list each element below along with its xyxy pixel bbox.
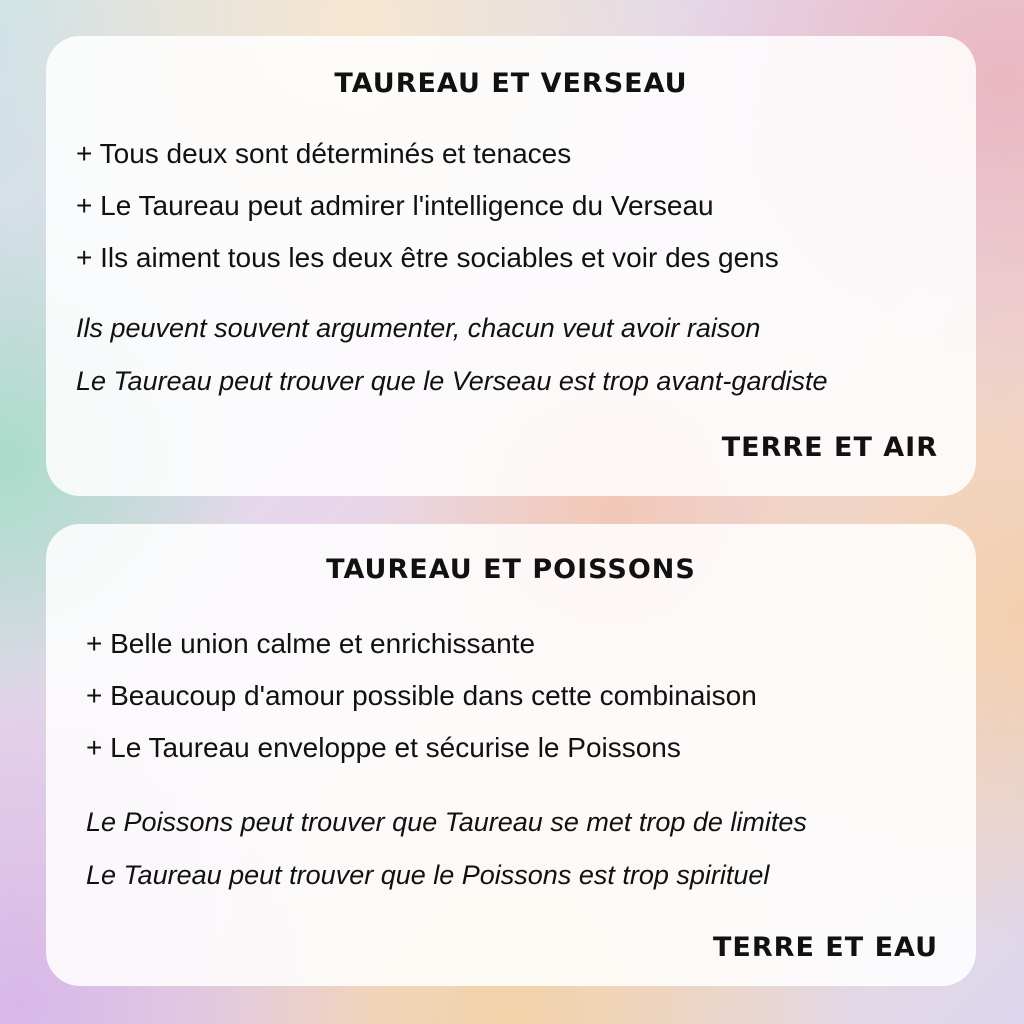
elements-label: TERRE ET AIR [721, 432, 938, 463]
positive-item: + Belle union calme et enrichissante [86, 628, 536, 659]
positives-list [86, 618, 757, 774]
positive-item: + Ils aiment tous les deux être sociables et voir des gens [76, 242, 779, 273]
positive-item: + Tous deux sont déterminés et tenaces [76, 138, 572, 169]
negative-item: Le Poissons peut trouver que Taureau se met trop de limites [86, 807, 807, 837]
negatives-list [86, 796, 807, 902]
negatives-list [76, 302, 827, 408]
positives-list [76, 128, 779, 284]
card-title: TAUREAU ET POISSONS [326, 554, 696, 585]
positive-item: + Le Taureau peut admirer l'intelligence du Verseau [76, 190, 714, 221]
negative-item: Ils peuvent souvent argumenter, chacun veut avoir raison [76, 313, 761, 343]
positive-item: + Beaucoup d'amour possible dans cette combinaison [86, 680, 757, 711]
card-title: TAUREAU ET VERSEAU [334, 68, 688, 99]
negative-item: Le Taureau peut trouver que le Poissons est trop spirituel [86, 860, 770, 890]
negative-item: Le Taureau peut trouver que le Verseau est trop avant-gardiste [76, 366, 828, 396]
compatibility-card-taureau-verseau [46, 36, 976, 496]
positive-item: + Le Taureau enveloppe et sécurise le Poissons [86, 732, 681, 763]
compatibility-card-taureau-poissons [46, 524, 976, 986]
elements-label: TERRE ET EAU [713, 932, 938, 963]
